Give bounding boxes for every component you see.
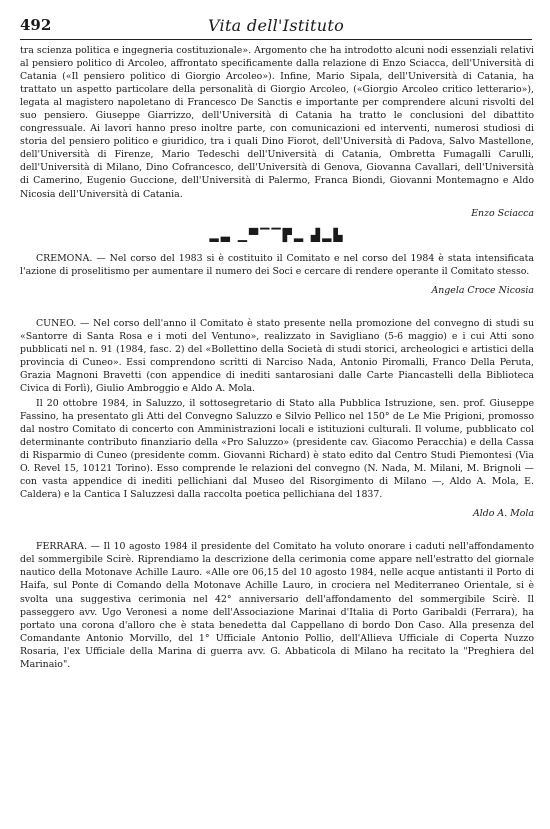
section-cremona	[20, 252, 534, 278]
signature-mola: Aldo A. Mola	[473, 508, 534, 520]
city-heading-cremona: CREMONA.	[36, 252, 93, 264]
cuneo-text-1: — Nel corso dell'anno il Comitato è stato presente nella promozione del convegno di studi su «Santorre di Santa Rosa e i moti del Ventuno», realizzato in Savigliano (5-6 maggio) e i cui Atti sono pubblicati nel n. 91 (1984, fasc. 2) del «Bollettino della Società di studi storici, archeologici e artistici della provincia di Cuneo». Essi comprendono scritti di Narciso Nada, Antonio Piromalli, Franco Della Peruta, Grazia Magnoni Bravetti (con appendice di inediti santarosiani dalle Carte Piancastelli della Biblioteca Civica di Forlì), Giulio Ambroggio e Aldo A. Mola.	[20, 317, 535, 394]
page-header	[20, 14, 532, 38]
running-title: Vita dell'Istituto	[207, 16, 345, 35]
city-heading-ferrara: FERRARA.	[36, 541, 88, 553]
signature-nicosia: Angela Croce Nicosia	[431, 284, 534, 296]
page-number: 492	[20, 16, 52, 34]
signature-sciacca: Enzo Sciacca	[471, 207, 534, 219]
page-body	[20, 44, 534, 671]
header-rule	[20, 39, 532, 40]
cremona-text: — Nel corso del 1983 si è costituito il Comitato e nel corso del 1984 è stata intensificata l'azione di proselitismo per aumentare il numero dei Soci e cercare di rendere operante il Comitato stesso.	[20, 252, 534, 277]
ferrara-text: — Il 10 agosto 1984 il presidente del Comitato ha voluto onorare i caduti nell'affondamento del sommergibile Scirè. Riprendiamo la descrizione della cerimonia come appare nell'estratto del giornale nautico della Motonave Achille Lauro. «Alle ore 06,15 del 10 agosto 1984, nelle acque antistanti il Porto di Haifa, sul Ponte di Comando della Motonave Achille Lauro, in crociera nel Mediterraneo Orientale, si è svolta una suggestiva cerimonia nel 42° anniversario dell'affondamento del sommergibile Scirè. Il passeggero avv. Ugo Veronesi a nome dell'Associazione Marinai d'Italia di Porto Garibaldi (Ferrara), ha portato una corona d'alloro che è stata benedetta dal Cappellano di bordo Don Caso. Alla presenza del Comandante Antonio Morvillo, del 1° Ufficiale Antonio Pollio, dell'Allieva Ufficiale di Coperta Nuzzo Rosaria, l'ex Ufficiale della Marina di guerra avv. G. Abbaticola di Milano ha recitato la "Preghiera del Marinaio".	[20, 541, 534, 670]
section-ornament: ▂▃ ▁▀▔▔▛▂ ▟▂▙	[209, 227, 345, 242]
section-ferrara	[20, 540, 534, 670]
city-heading-cuneo: CUNEO.	[36, 317, 77, 329]
continuation-paragraph: tra scienza politica e ingegneria costituzionale». Argomento che ha introdotto alcuni nodi essenziali relativi al pensiero politico di Arcoleo, affrontato specificamente dalla relazione di Enzo Sciacca, dell'Università di Catania («Il pensiero politico di Giorgio Arcoleo»). Infine, Mario Sipala, dell'Università di Catania, ha trattato un aspetto particolare della personalità di Giorgio Arcoleo, («Giorgio Arcoleo critico letterario»), legata al magistero napoletano di Francesco De Sanctis e importante per comprendere alcuni risvolti del suo pensiero. Giuseppe Giarrizzo, dell'Università di Catania ha tratto le conclusioni del dibattito congressuale. Ai lavori hanno preso inoltre parte, con comunicazioni ed interventi, numerosi studiosi di storia del pensiero politico e giuridico, tra i quali Dino Fiorot, dell'Università di Padova, Salvo Mastellone, dell'Università di Firenze, Mario Tedeschi dell'Università di Catania, Ombretta Fumagalli Carulli, dell'Università di Milano, Dino Cofrancesco, dell'Università di Genova, Giovanna Cavallari, dell'Università di Camerino, Eugenio Guccione, dell'Università di Palermo, Franca Biondi, Giovanni Montemagno e Aldo Nicosia dell'Università di Catania.	[20, 45, 534, 200]
section-cuneo-p1	[20, 317, 534, 395]
section-cuneo-p2: Il 20 ottobre 1984, in Saluzzo, il sottosegretario di Stato alla Pubblica Istruzione, sen. prof. Giuseppe Fassino, ha presentato gli Atti del Convegno Saluzzo e Silvio Pellico nel 150° de Le Mie Prigioni, promosso dal nostro Comitato di concerto con Amministrazioni locali e istituzioni culturali. Il volume, pubblicato col determinante contributo finanziario della «Pro Saluzzo» (presidente cav. Giacomo Peracchia) e della Cassa di Risparmio di Cuneo (presidente comm. Giovanni Richard) è stato edito dal Centro Studi Piemontesi (Via O. Revel 15, 10121 Torino). Esso comprende le relazioni del convegno (N. Nada, M. Milani, M. Brignoli — con vasta appendice di inediti pellichiani dal Museo del Risorgimento di Milano —, Aldo A. Mola, E. Caldera) e la Cantica I Saluzzesi dalla raccolta poetica pellichiana del 1837.	[20, 397, 534, 501]
